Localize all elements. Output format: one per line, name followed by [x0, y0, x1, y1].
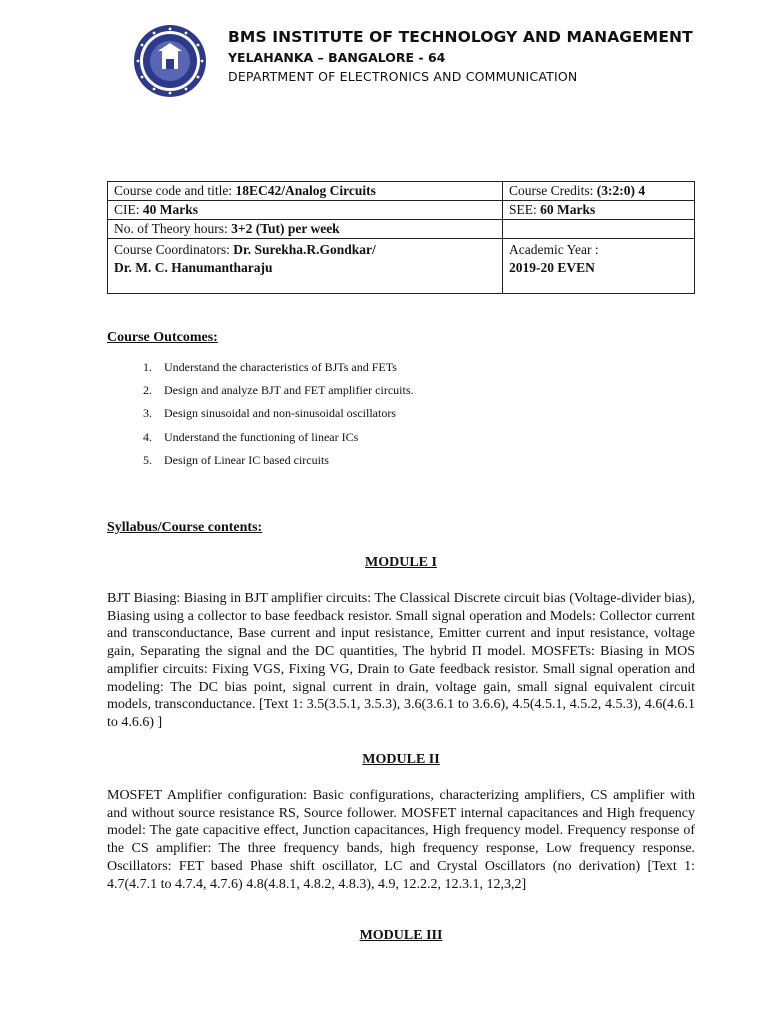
- outcome-text: Design of Linear IC based circuits: [164, 452, 329, 467]
- coordinator-2: Dr. M. C. Hanumantharaju: [114, 260, 273, 275]
- course-info-table: [107, 181, 695, 294]
- academic-year-label: Academic Year :: [509, 242, 599, 257]
- outcome-number: 2.: [143, 383, 152, 398]
- theory-hours-label: No. of Theory hours:: [114, 221, 232, 236]
- outcome-text: Understand the characteristics of BJTs and FETs: [164, 360, 397, 374]
- academic-year-value: 2019-20 EVEN: [509, 260, 595, 275]
- coordinators-label: Course Coordinators:: [114, 242, 234, 257]
- module-1-title: MODULE I: [365, 555, 437, 570]
- table-row: [108, 201, 695, 220]
- cie-label: CIE:: [114, 202, 143, 217]
- course-outcomes-title: Course Outcomes:: [107, 330, 218, 345]
- list-item: [107, 382, 414, 405]
- course-credits-cell: [503, 182, 695, 201]
- list-item: [107, 452, 414, 475]
- table-row: [108, 220, 695, 239]
- institute-name: BMS INSTITUTE OF TECHNOLOGY AND MANAGEMENT: [228, 28, 693, 46]
- table-row: [108, 239, 695, 294]
- see-label: SEE:: [509, 202, 541, 217]
- outcome-number: 3.: [143, 406, 152, 421]
- theory-hours-value: 3+2 (Tut) per week: [231, 221, 340, 236]
- course-credits-label: Course Credits:: [509, 183, 597, 198]
- outcome-number: 1.: [143, 360, 152, 374]
- empty-cell: [503, 220, 695, 239]
- course-outcomes-list: [107, 359, 414, 475]
- see-cell: [503, 201, 695, 220]
- course-credits-value: (3:2:0) 4: [596, 183, 646, 198]
- department-name: DEPARTMENT OF ELECTRONICS AND COMMUNICATION: [228, 69, 578, 84]
- academic-year-cell: [503, 239, 695, 294]
- list-item: [107, 429, 414, 452]
- course-code-cell: [108, 182, 503, 201]
- institute-location: YELAHANKA – BANGALORE - 64: [228, 50, 446, 65]
- outcome-number: 5.: [143, 452, 152, 467]
- module-2-text: MOSFET Amplifier configuration: Basic configurations, characterizing amplifiers, CS amplifier with and without source resistance RS, Source follower. MOSFET internal capacitances and High frequency model: The gate capacitive effect, Junction capacitances, High frequency model. Frequency response of the CS amplifier: The three frequency bands, high frequency response, Low frequency response. Oscillators: FET based Phase shift oscillator, LC and Crystal Oscillators (no derivation) [Text 1: 4.7(4.7.1 to 4.7.4, 4.7.6) 4.8(4.8.1, 4.8.2, 4.8.3), 4.9, 12.2.2, 12.3.1, 12,3,2]: [107, 788, 695, 892]
- outcome-text: Design and analyze BJT and FET amplifier circuits.: [164, 383, 414, 398]
- outcome-text: Design sinusoidal and non-sinusoidal oscillators: [164, 406, 396, 421]
- module-3-title: MODULE III: [359, 928, 443, 943]
- outcome-number: 4.: [143, 429, 152, 444]
- course-code-label: Course code and title:: [114, 183, 236, 198]
- see-value: 60 Marks: [540, 202, 596, 217]
- cie-value: 40 Marks: [142, 202, 198, 217]
- syllabus-title: Syllabus/Course contents:: [107, 520, 263, 535]
- coordinator-1: Dr. Surekha.R.Gondkar/: [233, 242, 376, 257]
- theory-hours-cell: [108, 220, 503, 239]
- header-block: [228, 26, 693, 87]
- module-2-title: MODULE II: [362, 752, 440, 767]
- list-item: [107, 359, 414, 382]
- list-item: [107, 405, 414, 428]
- table-row: [108, 182, 695, 201]
- institute-logo-icon: [132, 23, 208, 99]
- cie-cell: [108, 201, 503, 220]
- outcome-text: Understand the functioning of linear ICs: [164, 429, 359, 444]
- module-1-text: BJT Biasing: Biasing in BJT amplifier circuits: The Classical Discrete circuit bias (Voltage-divider bias), Biasing using a collector to base feedback resistor. Small signal operation and Models: Collector current and transconductance, Base current and input resistance, Emitter current and input resistance, voltage gain, Separating the signal and the DC quantities, The hybrid Π model. MOSFETs: Biasing in MOS amplifier circuits: Fixing VGS, Fixing VG, Drain to Gate feedback resistor. Small signal operation and modeling: The DC bias point, signal current in drain, voltage gain, small signal equivalent circuit models, transconductance. [Text 1: 3.5(3.5.1, 3.5.3), 3.6(3.6.1 to 3.6.6), 4.5(4.5.1, 4.5.2, 4.5.3), 4.6(4.6.1 to 4.6.6) ]: [107, 591, 695, 730]
- coordinators-cell: [108, 239, 503, 294]
- course-code-value: 18EC42/Analog Circuits: [235, 183, 376, 198]
